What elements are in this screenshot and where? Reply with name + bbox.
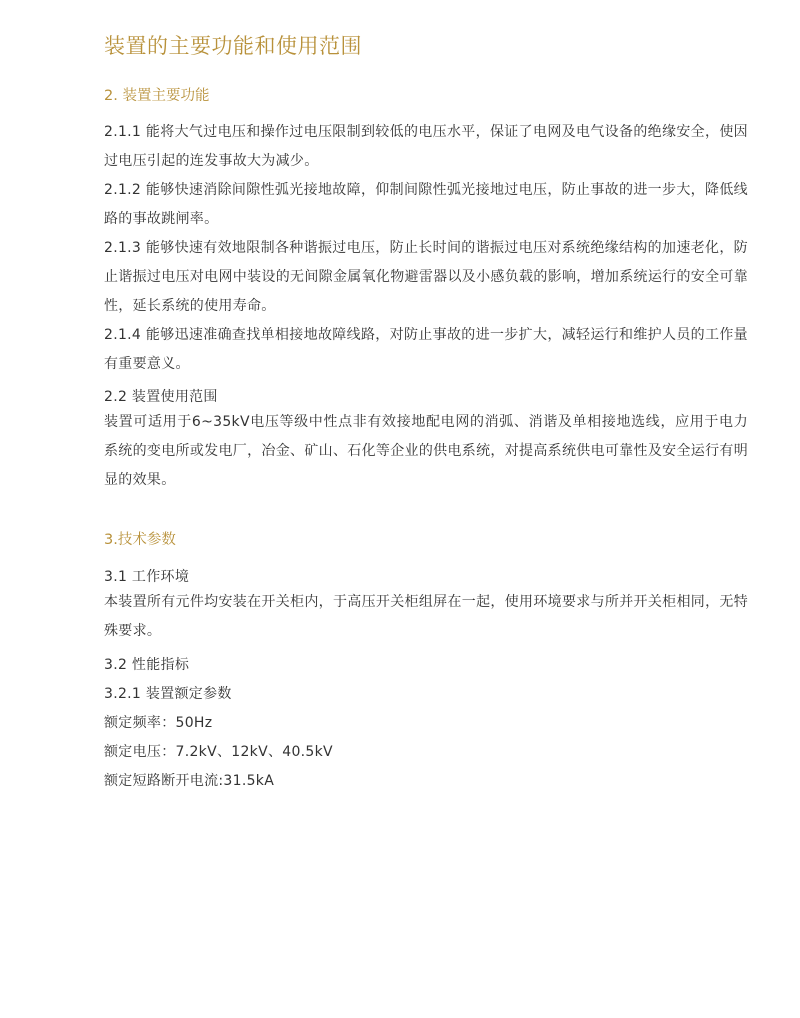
rated-frequency: 额定频率：50Hz xyxy=(104,715,213,731)
section-heading-tech-params: 3.技术参数 xyxy=(104,532,176,548)
section-heading-functions: 2. 装置主要功能 xyxy=(104,88,210,104)
scope-paragraph: 装置可适用于6~35kV电压等级中性点非有效接地配电网的消弧、消谐及单相接地选线，应用于电力系统的变电所或发电厂，冶金、矿山、石化等企业的供电系统，对提高系统供电可靠性及安全运行有明显的效果。 xyxy=(104,414,748,488)
rated-breaking-current: 额定短路断开电流:31.5kA xyxy=(104,773,275,789)
page-title: 装置的主要功能和使用范围 xyxy=(104,34,362,58)
sub-heading-rated-params: 3.2.1 装置额定参数 xyxy=(104,686,232,702)
function-item-2-1-3: 2.1.3 能够快速有效地限制各种谐振过电压，防止长时间的谐振过电压对系统绝缘结构的加速老化，防止谐振过电压对电网中装设的无间隙金属氧化物避雷器以及小感负载的影响，增加系统运行的安全可靠性，延长系统的使用寿命。 xyxy=(104,240,748,314)
function-item-2-1-4: 2.1.4 能够迅速准确查找单相接地故障线路，对防止事故的进一步扩大，减轻运行和维护人员的工作量有重要意义。 xyxy=(104,327,748,372)
sub-heading-performance: 3.2 性能指标 xyxy=(104,657,190,673)
function-item-2-1-1: 2.1.1 能将大气过电压和操作过电压限制到较低的电压水平，保证了电网及电气设备的绝缘安全，使因过电压引起的连发事故大为减少。 xyxy=(104,124,748,169)
environment-paragraph: 本装置所有元件均安装在开关柜内，于高压开关柜组屏在一起，使用环境要求与所并开关柜相同，无特殊要求。 xyxy=(104,594,748,639)
sub-heading-scope: 2.2 装置使用范围 xyxy=(104,389,218,405)
rated-voltage: 额定电压：7.2kV、12kV、40.5kV xyxy=(104,744,333,760)
sub-heading-environment: 3.1 工作环境 xyxy=(104,569,190,585)
function-item-2-1-2: 2.1.2 能够快速消除间隙性弧光接地故障，仰制间隙性弧光接地过电压，防止事故的进一步大，降低线路的事故跳闸率。 xyxy=(104,182,748,227)
